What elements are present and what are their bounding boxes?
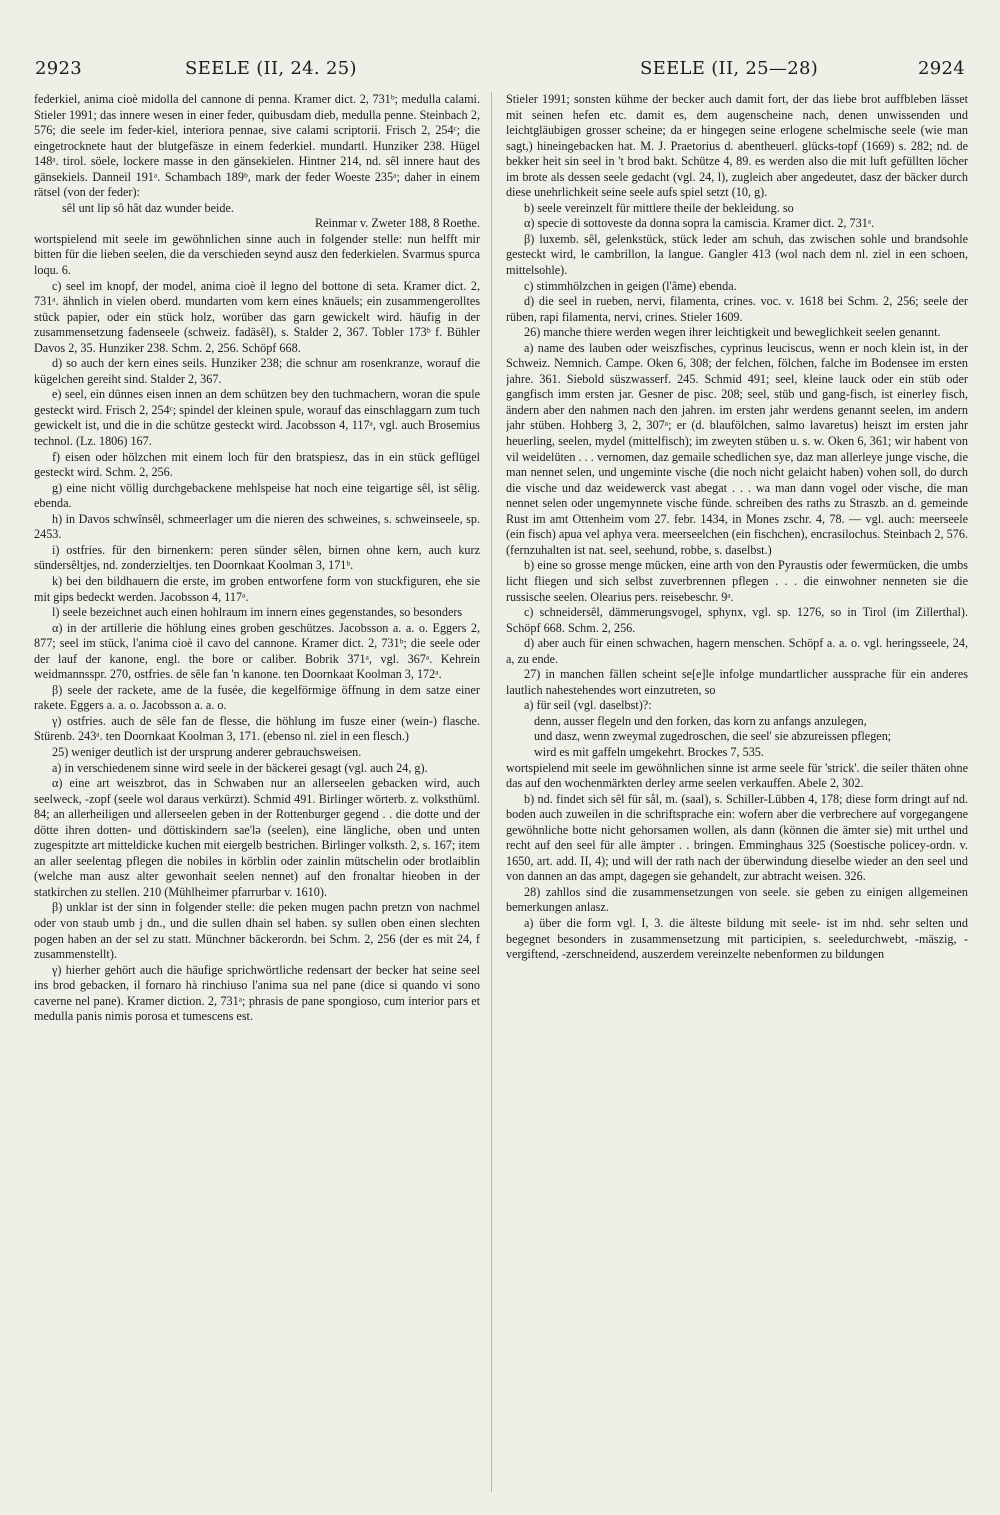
entry-paragraph: Reinmar v. Zweter 188, 8 Roethe. xyxy=(314,216,480,231)
entry-paragraph: γ) ostfries. auch de sêle fan de flesse, die höhlung im fusze einer (wein-) flasche. Stürenb. 243ᵃ. ten Doornkaat Koolman 3, 171. (ebenso nl. ziel in een flesch.) xyxy=(34,713,480,744)
entry-paragraph: 26) manche thiere werden wegen ihrer leichtigkeit und beweglichkeit seelen genannt. xyxy=(524,325,941,340)
entry-paragraph: a) für seil (vgl. daselbst)?: xyxy=(524,698,652,713)
entry-paragraph: g) eine nicht völlig durchgebackene mehlspeise hat noch eine teigartige sêl, ist sêlig. ebenda. xyxy=(34,480,480,511)
entry-paragraph: b) nd. findet sich sêl für sål, m. (saal), s. Schiller-Lübben 4, 178; diese form dringt auf nd. boden auch zuweilen in die schriftsprache ein: wofern aber die verbrechere auf vorgegangene gewöhnliche botte nicht gehorsamen wollen, als dann (können die ämter sie) mit urthel und recht auf den seel für alle ämpter . . bringen. Emminghaus 325 (Soestische policey-ordn. v. 1650, art. add. II, 4); und will der rath nach der überwindung dieselbe wieder an den seel und von dannen an das ampt, dagegen sie gehandelt, zur abtracht weisen. 326. xyxy=(506,791,968,884)
entry-paragraph: b) eine so grosse menge mücken, eine arth von den Pyraustis oder fewermücken, die umbs licht fliegen und sich selbst zuverbrennen pflegen . . . die einwohner nenneten sie die russische seelen. Olearius pers. reisebeschr. 9ᵃ. xyxy=(506,558,968,604)
entry-paragraph: β) unklar ist der sinn in folgender stelle: die peken mugen pachn pretzn von nachmel oder von staub umb j dn., und die sullen dhain sel haben. sy sullen oben einen slechten pogen haben an der sel zu statt. Münchner bäckerordn. bei Schm. 2, 256 (der es mit 24, f zusammenstellt). xyxy=(34,900,480,962)
entry-paragraph: wird es mit gaffeln umgekehrt. Brockes 7, 535. xyxy=(534,744,764,759)
entry-paragraph: b) seele vereinzelt für mittlere theile der bekleidung. so xyxy=(524,200,794,215)
entry-paragraph: c) schneidersêl, dämmerungsvogel, sphynx, vgl. sp. 1276, so in Tirol (im Zillerthal). Schöpf 668. Schm. 2, 256. xyxy=(506,605,968,635)
entry-paragraph: d) die seel in rueben, nervi, filamenta, crines. voc. v. 1618 bei Schm. 2, 256; seele der rüben, rapi filamenta, nervi, crines. Stieler 1609. xyxy=(506,294,968,324)
entry-paragraph: c) stimmhölzchen in geigen (l'âme) ebenda. xyxy=(524,278,737,293)
column-divider xyxy=(491,92,492,1492)
left-page-header xyxy=(35,58,475,84)
left-page-number: 2923 xyxy=(35,58,83,79)
entry-paragraph: und dasz, wenn zweymal zugedroschen, die seel' sie abzureissen pflegen; xyxy=(534,729,892,744)
entry-paragraph: Stieler 1991; sonsten kühme der becker auch damit fort, der das liebe brot auffbleben lässet mit seinen hefen etc. damit es, dem augenscheine nach, denen unwissenden und leichtgläubigen grosser scheine; da er hingegen seine erlogene schelmische seele (wie man sagt,) hineingebacken hat. M. J. Praetorius d. abentheuerl. glücks-topf (1669) s. 282; nd. de bekker heit sin seel in 't brod bakt. Schütze 4, 89. es werden also die mit luft gefüllten löcher im brote als dessen seele gedacht (vgl. 24, l), zugleich aber angedeutet, dasz der bäcker durch diese unehrlichkeit seine seele aufs spiel setzt (10, g). xyxy=(506,92,968,200)
entry-paragraph: a) in verschiedenem sinne wird seele in der bäckerei gesagt (vgl. auch 24, g). xyxy=(52,760,428,775)
entry-paragraph: f) eisen oder hölzchen mit einem loch für den bratspiesz, das in ein stück geflügel gesteckt wird. Schm. 2, 256. xyxy=(34,449,480,480)
entry-paragraph: a) über die form vgl. I, 3. die älteste bildung mit seele- ist im nhd. sehr selten und begegnet besonders in zusammensetzung mit participien, s. seeledurchwebt, -mäszig, -vergiftend, -zerschneidend, auszerdem vereinzelte nebenformen zu bildungen xyxy=(506,915,968,962)
left-text-column xyxy=(34,92,480,1492)
entry-paragraph: h) in Davos schwînsêl, schmeerlager um die nieren des schweines, s. schweinseele, sp. 2453. xyxy=(34,511,480,542)
entry-paragraph: i) ostfries. für den birnenkern: peren sünder sêlen, birnen ohne kern, auch kurz sündersêltjes, nd. zonderzieltjes. ten Doornkaat Koolman 3, 171ᵇ. xyxy=(34,542,480,573)
entry-paragraph: α) specie di sottoveste da donna sopra la camiscia. Kramer dict. 2, 731ᵃ. xyxy=(524,216,875,231)
entry-paragraph: denn, ausser flegeln und den forken, das korn zu anfangs anzulegen, xyxy=(534,713,867,728)
entry-paragraph: d) so auch der kern eines seils. Hunziker 238; die schnur am rosenkranze, worauf die kügelchen gereiht sind. Stalder 2, 367. xyxy=(34,356,480,386)
entry-paragraph: wortspielend mit seele im gewöhnlichen sinne ist arme seele für 'strick'. die seiler thäten ohne das auf den wochenmärkten derley arme seelen verkauffen. Abele 2, 302. xyxy=(506,760,968,791)
entry-paragraph: γ) hierher gehört auch die häufige sprichwörtliche redensart der becker hat seine seel ins brod gebacken, il fornaro hà rinchiuso l'anima sua nel pane (dice si quando vi sono caverne nel pane). Kramer diction. 2, 731ᵃ; phrasis de pane spongioso, cum interior pars et medulla panis nimis porosa et tumescens est. xyxy=(34,962,480,1024)
entry-paragraph: α) in der artillerie die höhlung eines groben geschützes. Jacobsson a. a. o. Eggers 2, 877; seel im stück, l'anima cioè il cavo del cannone. Kramer dict. 2, 731ᵇ; die seele oder der lauf der kanone, engl. the bore or caliber. Bobrik 371ᵃ, vgl. 367ᵃ. Kehrein weidmannsspr. 270, ostfries. de sêle fan 'n kanone. ten Doornkaat Koolman 3, 172ᵃ. xyxy=(34,620,480,682)
entry-paragraph: e) seel, ein dünnes eisen innen an dem schützen bey den tuchmachern, woran die spule gesteckt wird. Frisch 2, 254ᶜ; spindel der kleinen spule, worauf das einschlaggarn zum tuch gewickelt ist, und die in die schütze gesteckt wird. Jacobsson 4, 117ᵃ, vgl. auch Brosemius technol. (Lz. 1806) 167. xyxy=(34,387,480,449)
entry-paragraph: 27) in manchen fällen scheint se[e]le infolge mundartlicher aussprache für ein anderes lautlich nahestehendes wort einzutreten, so xyxy=(506,667,968,697)
right-text-column xyxy=(506,92,968,1492)
entry-paragraph: α) eine art weiszbrot, das in Schwaben nur an allerseelen gebacken wird, auch seelweck, -zopf (seele wol daraus verkürzt). Schmid 491. Birlinger wörterb. z. volksthüml. 84; an allerheiligen und allerseelen geben in der Rottenburger gegend . . die dotte und der dötte ihren dotten- und döttiskindern sae'lə (seelen), eine längliche, oben und unten zugespitzte art mitteldicke kuchen mit eiergelb bestrichen. Birlinger volksth. 2, s. 167; item an aller seelentag pflegen die nobiles in körblin oder zainlin mütschelin oder brotlaiblin (welche man ausz alter gewonhait seelen nennet) auf den fronaltar hieoben in der statkirchen zu stellen. 210 (Mühlheimer pfarrurbar v. 1610). xyxy=(34,776,480,899)
entry-paragraph: sêl unt lip sô hât daz wunder beide. xyxy=(62,200,234,215)
entry-paragraph: 28) zahllos sind die zusammensetzungen von seele. sie geben zu einigen allgemeinen bemerkungen anlasz. xyxy=(506,884,968,915)
entry-paragraph: k) bei den bildhauern die erste, im groben entworfene form von stuckfiguren, ehe sie mit gips bedeckt werden. Jacobsson 4, 117ᵃ. xyxy=(34,573,480,604)
entry-paragraph: wortspielend mit seele im gewöhnlichen sinne auch in folgender stelle: nun helfft mir bitten für die lieben seelen, die da verschieden seynd ausz den federkielen. Svarmus spurca loqu. 6. xyxy=(34,231,480,278)
right-page-number: 2924 xyxy=(917,58,965,79)
entry-paragraph: β) luxemb. sêl, gelenkstück, stück leder am schuh, das zwischen sohle und brandsohle gesteckt wird, le cambrillon, la langue. Gangler 413 (wol nach dem nl. ziel in een schoen, mittelsohle). xyxy=(506,231,968,278)
entry-paragraph: c) seel im knopf, der model, anima cioè il legno del bottone di seta. Kramer dict. 2, 731ᵃ. ähnlich in vielen oberd. mundarten vom kern eines knäuels; ein zusammengerolltes stück papier, oder ein stück holz, worüber das garn gewickelt wird. häufig in der zusammensetzung fadenseele (schweiz. fadäsêl), s. Stalder 2, 367. Tobler 173ᵇ f. Bühler Davos 2, 35. Hunziker 238. Schm. 2, 256. Schöpf 668. xyxy=(34,278,480,355)
entry-paragraph: d) aber auch für einen schwachen, hagern menschen. Schöpf a. a. o. vgl. heringsseele, 24, a, zu ende. xyxy=(506,636,968,666)
right-page-header xyxy=(520,58,965,84)
entry-paragraph: l) seele bezeichnet auch einen hohlraum im innern eines gegenstandes, so besonders xyxy=(52,605,463,620)
entry-paragraph: 25) weniger deutlich ist der ursprung anderer gebrauchsweisen. xyxy=(52,744,362,759)
entry-paragraph: a) name des lauben oder weiszfisches, cyprinus leuciscus, wenn er noch klein ist, in der Schweiz. Nemnich. Campe. Oken 6, 308; der felchen, fölchen, falche im Bodensee im ersten jahre. 361. Siebold süszwasserf. 245. Schmid 491; seel, kleine lauck oder ein stüb oder gangfisch imm ersten jar. Gesner de pisc. 208; seel, stüb und gang-fisch, ist einerley fisch, ändern aber den nahmen nach den jahren. im ersten jahr werdens genannt seelen, im andern jahr stüben. Hohberg 3, 2, 307ᵃ; er (d. blaufölchen, salmo lavaretus) heiszt im ersten jahr heuerling, seelen, mydel (mittelfisch); im zweyten stüben u. s. w. Oken 6, 361; wir habent von vil weidelüten . . . vernomen, daz gemaile schedlichen sye, daz man allerleye junge vische, die man nennet selen, und ungeminte vische (die noch nicht gelaicht haben) vohen soll, do durch die vische und daz weidewerck vast abegat . . . wa man dann vogel oder vische, die man nennet selen oder ungemynnete vische fünde. schreiben des raths zu Straszb. an d. gemeinde Rust im amt Ottenheim vom 27. febr. 1434, in Mones zschr. 4, 78. — vgl. auch: meerseele (ein fisch) apua vel aphya vera. meerseelchen (ein fischchen), encrasilochus. Steinbach 2, 576. (fernzuhalten ist nat. seel, seehund, robbe, s. daselbst.) xyxy=(506,340,968,557)
left-running-title: SEELE (II, 24. 25) xyxy=(185,58,357,79)
entry-paragraph: federkiel, anima cioè midolla del cannone di penna. Kramer dict. 2, 731ᵇ; medulla calami. Stieler 1991; das innere wesen in einer feder, quibusdam dieb, medulla penne. Steinbach 2, 576; die seele im feder-kiel, interiora pennae, sive calami scriptorii. Frisch 2, 254ᶜ; die eingetrocknete haut der blutgefäsze in einem federkiel. mundartl. Hunziker 238. Hügel 148ᵃ. tirol. söele, lockere masse in den gänsekielen. Hintner 214, nd. sêl innere haut des gänsekiels. Danneil 191ᵃ. Schambach 189ᵇ, mark der feder Woeste 235ᵃ; daher in einem rätsel (von der feder): xyxy=(34,92,480,200)
right-running-title: SEELE (II, 25—28) xyxy=(640,58,819,79)
entry-paragraph: β) seele der rackete, ame de la fusée, die kegelförmige öffnung in dem satze einer rakete. Eggers a. a. o. Jacobsson a. a. o. xyxy=(34,682,480,713)
